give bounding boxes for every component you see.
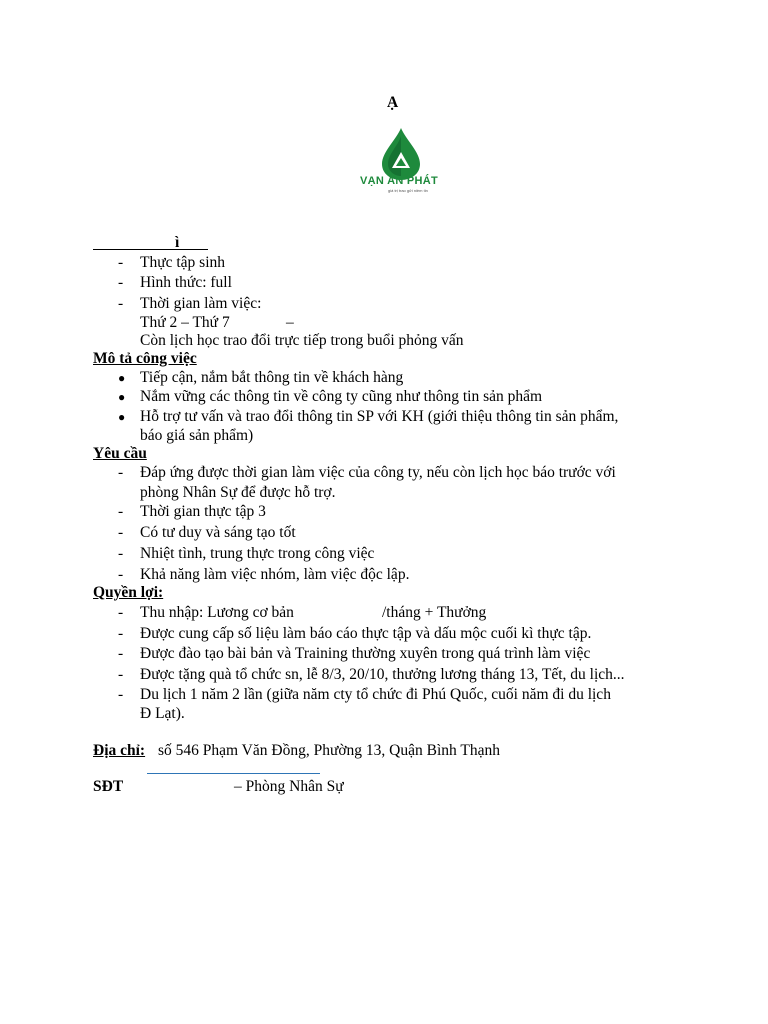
benefit-item: Được cung cấp số liệu làm báo cáo thực tập và dấu mộc cuối kì thực tập.	[140, 625, 592, 642]
benefit-item: Đ Lạt).	[140, 705, 185, 722]
description-item: Nắm vững các thông tin về công ty cũng như thông tin sản phẩm	[140, 388, 543, 405]
requirement-item: Khả năng làm việc nhóm, làm việc độc lập.	[140, 566, 410, 583]
dash-icon: -	[118, 625, 124, 642]
logo-drop-icon	[356, 126, 446, 180]
requirement-item: Thời gian thực tập 3	[140, 503, 266, 520]
dash-icon: -	[118, 604, 124, 621]
position-item: –	[286, 314, 294, 331]
dash-icon: -	[118, 464, 124, 481]
bullet-icon: ●	[118, 410, 126, 424]
company-logo	[356, 126, 446, 196]
position-item: Hình thức: full	[140, 274, 232, 291]
phone-link-underline	[147, 773, 320, 774]
dash-icon: -	[118, 274, 124, 291]
dash-icon: -	[118, 254, 124, 271]
position-item: Thứ 2 – Thứ 7	[140, 314, 230, 331]
dash-icon: -	[118, 295, 124, 312]
logo-tagline: giá trị trao gửi niềm tin	[388, 188, 428, 193]
description-item: báo giá sản phẩm)	[140, 427, 254, 444]
requirements-heading: Yêu cầu	[93, 445, 147, 462]
contact-value: – Phòng Nhân Sự	[234, 778, 344, 795]
dash-icon: -	[118, 524, 124, 541]
benefits-heading: Quyền lợi:	[93, 584, 164, 601]
dash-icon: -	[118, 686, 124, 703]
requirement-item: Có tư duy và sáng tạo tốt	[140, 524, 296, 541]
requirement-item: Đáp ứng được thời gian làm việc của công ty, nếu còn lịch học báo trước với	[140, 464, 616, 481]
contact-label: SĐT	[93, 778, 124, 795]
bullet-icon: ●	[118, 371, 126, 385]
benefit-item: Được tặng quà tổ chức sn, lễ 8/3, 20/10, thưởng lương tháng 13, Tết, du lịch...	[140, 666, 625, 683]
position-item: Thực tập sinh	[140, 254, 226, 271]
dash-icon: -	[118, 503, 124, 520]
benefit-item: Du lịch 1 năm 2 lần (giữa năm cty tổ chức đi Phú Quốc, cuối năm đi du lịch	[140, 686, 611, 703]
dash-icon: -	[118, 666, 124, 683]
dash-icon: -	[118, 645, 124, 662]
requirement-item: Nhiệt tình, trung thực trong công việc	[140, 545, 375, 562]
bullet-icon: ●	[118, 390, 126, 404]
requirement-item: phòng Nhân Sự để được hỗ trợ.	[140, 484, 336, 501]
description-item: Tiếp cận, nắm bắt thông tin về khách hàng	[140, 369, 404, 386]
header-mark: Ạ	[387, 94, 399, 111]
benefit-item: Được đào tạo bài bản và Training thường xuyên trong quá trình làm việc	[140, 645, 591, 662]
description-item: Hỗ trợ tư vấn và trao đổi thông tin SP với KH (giới thiệu thông tin sản phẩm,	[140, 408, 619, 425]
description-heading: Mô tả công việc	[93, 350, 197, 367]
position-item: Còn lịch học trao đổi trực tiếp trong buổi phỏng vấn	[140, 332, 464, 349]
benefit-item: Thu nhập: Lương cơ bản	[140, 604, 294, 621]
position-item: Thời gian làm việc:	[140, 295, 262, 312]
position-heading-fragment: ì	[175, 234, 180, 251]
address-label: Địa chỉ:	[93, 742, 146, 759]
dash-icon: -	[118, 566, 124, 583]
benefit-item: /tháng + Thưởng	[382, 604, 487, 621]
address-value: số 546 Phạm Văn Đồng, Phường 13, Quận Bình Thạnh	[158, 742, 500, 759]
position-heading-underline	[93, 249, 208, 250]
logo-brand: VẠN AN PHÁT	[360, 175, 439, 187]
dash-icon: -	[118, 545, 124, 562]
